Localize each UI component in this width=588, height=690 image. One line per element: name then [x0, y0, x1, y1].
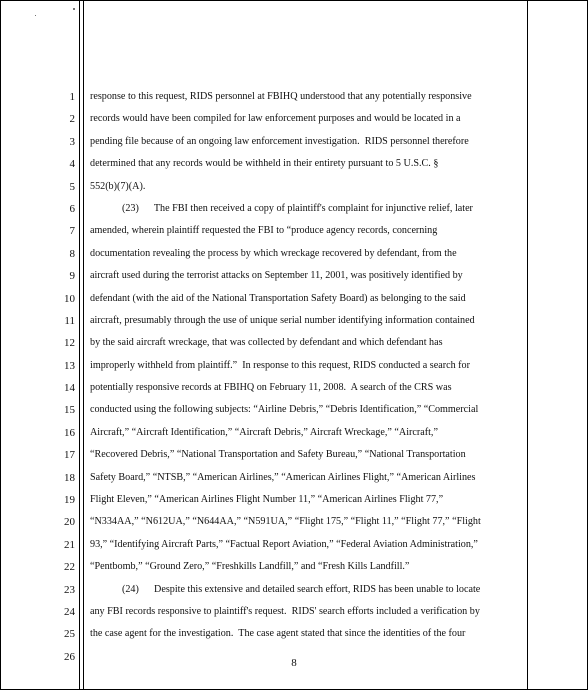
text-line: “Pentbomb,” “Ground Zero,” “Freshkills Landfill,” and “Fresh Kills Landfill.”	[90, 561, 410, 573]
text-line: conducted using the following subjects: “Airline Debris,” “Debris Identification,” “Commercial	[90, 404, 479, 416]
text-line: aircraft, presumably through the use of unique serial number identifying information contained	[90, 314, 475, 326]
line-number: 22	[64, 561, 75, 574]
right-margin-rule	[527, 1, 528, 689]
line-number: 14	[64, 382, 75, 395]
text-line: Aircraft,” “Aircraft Identification,” “Aircraft Debris,” Aircraft Wreckage,” “Aircraft,”	[90, 426, 438, 438]
text-line: the case agent for the investigation. The case agent stated that since the identities of the four	[90, 628, 466, 640]
text-line: aircraft used during the terrorist attacks on September 11, 2001, was positively identified by	[90, 270, 463, 282]
line-number: 6	[69, 202, 75, 215]
line-number: 8	[69, 247, 75, 260]
text-line: Flight Eleven,” “American Airlines Flight Number 11,” “American Airlines Flight 77,”	[90, 494, 444, 506]
line-number: 13	[64, 359, 75, 372]
text-line: “N334AA,” “N612UA,” “N644AA,” “N591UA,” “Flight 175,” “Flight 11,” “Flight 77,” “Flight	[90, 516, 481, 528]
document-body	[90, 86, 520, 668]
line-number: 3	[69, 135, 75, 148]
line-number: 24	[64, 605, 75, 618]
text-line: 552(b)(7)(A).	[90, 180, 146, 192]
text-line: pending file because of an ongoing law enforcement investigation. RIDS personnel therefore	[90, 135, 469, 147]
text-line: Safety Board,” “NTSB,” “American Airlines,” “American Airlines Flight,” “American Airlines	[90, 471, 476, 483]
text-line: defendant (with the aid of the National Transportation Safety Board) as belonging to the said	[90, 292, 466, 304]
text-line: 93,” “Identifying Aircraft Parts,” “Factual Report Aviation,” “Federal Aviation Administration,”	[90, 538, 478, 550]
line-number: 7	[69, 225, 75, 238]
scan-speck	[73, 8, 75, 10]
line-number: 23	[64, 583, 75, 596]
line-number: 21	[64, 538, 75, 551]
line-number: 12	[64, 337, 75, 350]
text-line: improperly withheld from plaintiff.” In response to this request, RIDS conducted a search for	[90, 359, 470, 371]
text-line: (24) Despite this extensive and detailed search effort, RIDS has been unable to locate	[122, 583, 481, 595]
line-number: 16	[64, 426, 75, 439]
text-line: amended, wherein plaintiff requested the FBI to “produce agency records, concerning	[90, 225, 438, 237]
line-number: 9	[69, 270, 75, 283]
line-number: 10	[64, 292, 75, 305]
line-number: 17	[64, 449, 75, 462]
line-number: 15	[64, 404, 75, 417]
line-number: 11	[64, 314, 75, 327]
text-line: documentation revealing the process by which wreckage recovered by defendant, from the	[90, 247, 457, 259]
line-number: 26	[64, 650, 75, 663]
text-line: records would have been compiled for law enforcement purposes and would be located in a	[90, 113, 461, 125]
left-margin-rule	[79, 1, 80, 689]
text-line: (23) The FBI then received a copy of plaintiff's complaint for injunctive relief, later	[122, 202, 473, 214]
text-line: by the said aircraft wreckage, that was collected by defendant and which defendant has	[90, 337, 443, 349]
page-number: 8	[291, 657, 297, 669]
line-number: 25	[64, 628, 75, 641]
text-line: any FBI records responsive to plaintiff's request. RIDS' search efforts included a verification by	[90, 605, 480, 617]
line-number: 5	[69, 180, 75, 193]
line-number: 19	[64, 494, 75, 507]
line-number: 18	[64, 471, 75, 484]
scan-speck	[35, 15, 36, 16]
line-number-column	[1, 86, 75, 668]
text-line: potentially responsive records at FBIHQ on February 11, 2008. A search of the CRS was	[90, 382, 452, 394]
text-line: determined that any records would be withheld in their entirety pursuant to 5 U.S.C. §	[90, 158, 439, 170]
line-number: 20	[64, 516, 75, 529]
line-number: 2	[69, 113, 75, 126]
line-number: 1	[69, 91, 75, 103]
text-line: “Recovered Debris,” “National Transportation and Safety Bureau,” “National Transportation	[90, 449, 466, 461]
text-line: response to this request, RIDS personnel at FBIHQ understood that any potentially responsive	[90, 91, 472, 102]
line-number: 4	[69, 158, 75, 171]
left-margin-rule-inner	[83, 1, 84, 689]
